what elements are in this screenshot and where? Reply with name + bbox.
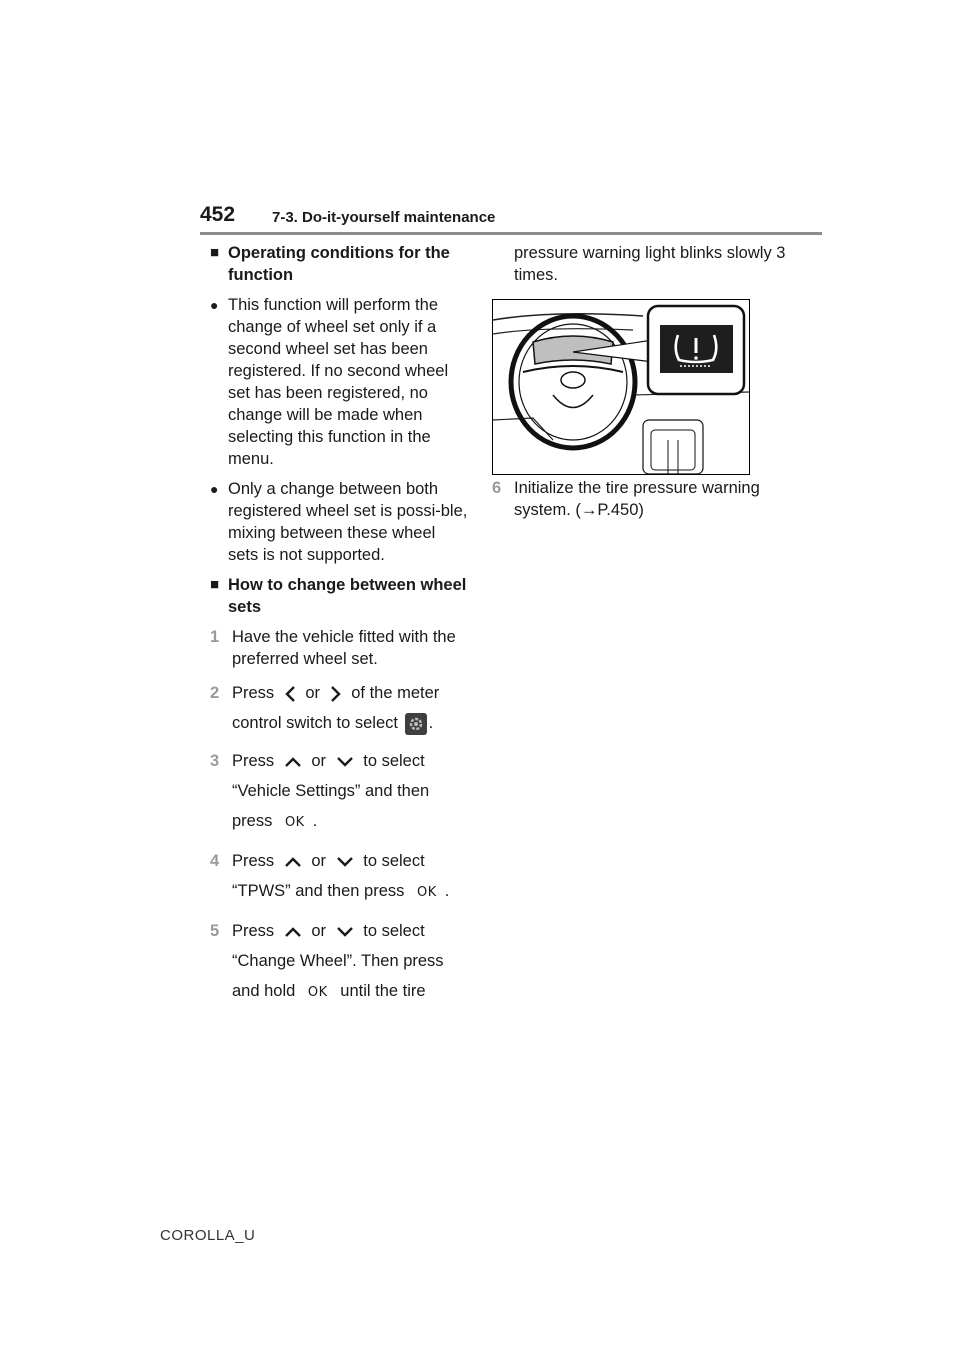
ok-button-icon: OK	[307, 985, 328, 1000]
chevron-down-icon	[336, 856, 354, 868]
chevron-up-icon	[284, 756, 302, 768]
bullet-dot-icon: ●	[210, 481, 219, 497]
left-column	[210, 242, 470, 1016]
chevron-down-icon	[336, 756, 354, 768]
chevron-up-icon	[284, 856, 302, 868]
gear-icon	[405, 713, 427, 735]
section-title: 7-3. Do-it-yourself maintenance	[272, 209, 496, 226]
step-5: 5 Press or to select “Change Wheel”. Then press and hold OK until the tire	[210, 922, 444, 1000]
step-3: 3 Press or to select “Vehicle Settings” and then press OK .	[210, 752, 430, 830]
bullet-item: ● This function will perform the change of wheel set only if a second wheel set has been registered. If no second wheel set has been registered, no change will be made when selecting this function in the menu.	[210, 296, 449, 468]
chevron-right-icon	[330, 685, 342, 703]
bullet-dot-icon: ●	[210, 297, 219, 313]
step-4: 4 Press or to select “TPWS” and then press OK .	[210, 852, 450, 900]
bullet-item: ● Only a change between both registered wheel set is possi-ble, mixing between these wheel sets is not supported.	[210, 480, 468, 564]
header-rule	[200, 232, 822, 235]
step-1: 1 Have the vehicle fitted with the preferred wheel set.	[210, 628, 456, 668]
right-column	[492, 242, 792, 294]
page-number: 452	[200, 203, 236, 226]
ok-button-icon: OK	[284, 815, 305, 830]
step-2: 2 Press or of the meter control switch to select .	[210, 678, 470, 738]
chevron-left-icon	[284, 685, 296, 703]
step-5-continued: pressure warning light blinks slowly 3 times.	[514, 244, 786, 284]
chevron-up-icon	[284, 926, 302, 938]
heading-operating-conditions: ■ Operating conditions for the function	[210, 244, 450, 284]
square-bullet-icon: ■	[210, 244, 220, 261]
heading-change-wheel-sets: ■ How to change between wheel sets	[210, 576, 467, 616]
dashboard-drawing	[493, 300, 749, 474]
chevron-down-icon	[336, 926, 354, 938]
ok-button-icon: OK	[417, 885, 437, 900]
footer-model: COROLLA_U	[160, 1227, 256, 1244]
step-6: 6 Initialize the tire pressure warning system. (→P.450)	[492, 479, 760, 519]
dashboard-illustration	[492, 299, 750, 475]
square-bullet-icon: ■	[210, 576, 220, 593]
